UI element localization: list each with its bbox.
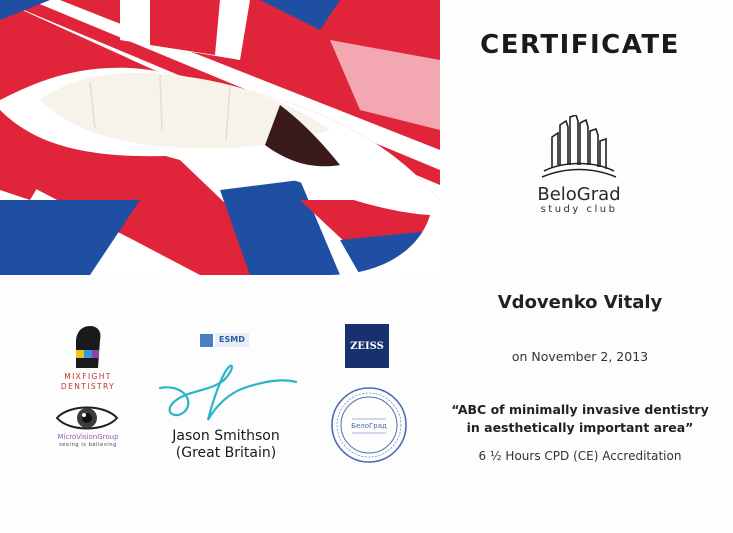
mixfight-fist-icon [68, 322, 108, 374]
club-name: BeloGrad [537, 184, 621, 205]
microvision-name: MicroVisionGroup [57, 433, 119, 441]
microvision-tagline: seeing is believing [59, 442, 117, 448]
course-title-line-1: “ABC of minimally invasive dentistry [451, 402, 709, 417]
city-skyline-icon [538, 115, 620, 181]
zeiss-logo [345, 324, 389, 368]
signature [150, 358, 300, 428]
event-date: on November 2, 2013 [511, 349, 649, 364]
mixfight-line-2: DENTISTRY [60, 382, 116, 391]
esmd-logo [200, 332, 254, 348]
union-jack-lips-photo [0, 0, 440, 275]
mixfight-line-1: MIXFIGHT [64, 372, 112, 381]
certificate-title: CERTIFICATE [480, 30, 680, 60]
esmd-mark-icon [200, 334, 213, 347]
accreditation-text: 6 ½ Hours CPD (CE) Accreditation [478, 449, 682, 463]
signatory [140, 428, 312, 462]
signatory-name: Jason Smithson [172, 428, 280, 444]
eye-icon [54, 402, 120, 434]
mixfight-logo-text [40, 372, 136, 392]
course-title [440, 401, 720, 437]
stamp-center-text: БелоГрад [351, 422, 387, 430]
club-subtitle: study club [540, 204, 618, 215]
course-title-line-2: in aesthetically important area” [466, 420, 694, 435]
signatory-country: (Great Britain) [175, 445, 277, 461]
club-stamp [330, 386, 408, 464]
zeiss-label: ZEISS [350, 340, 384, 352]
recipient-name: Vdovenko Vitaly [497, 292, 663, 313]
esmd-label: ESMD [215, 333, 249, 347]
